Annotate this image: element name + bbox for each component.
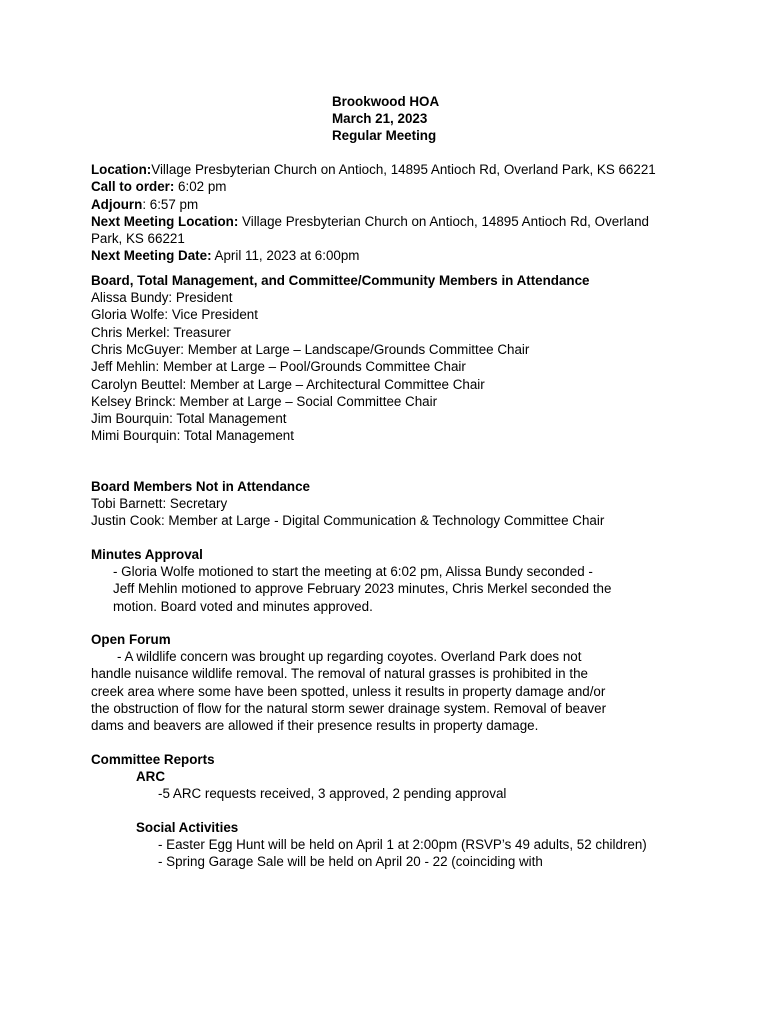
- next-date-value: April 11, 2023 at 6:00pm: [211, 248, 360, 264]
- attendee-item: Chris Merkel: Treasurer: [91, 324, 231, 340]
- next-location-value: Village Presbyterian Church on Antioch, 14895 Antioch Rd, Overland Park, KS 66221: [91, 213, 649, 247]
- social-title: Social Activities: [136, 819, 239, 835]
- attendee-item: Mimi Bourquin: Total Management: [91, 428, 294, 444]
- committee-title: Committee Reports: [91, 751, 215, 767]
- minutes-line: Jeff Mehlin motioned to approve February 2023 minutes, Chris Merkel seconded the: [113, 581, 612, 597]
- attendance-title: Board, Total Management, and Committee/Community Members in Attendance: [91, 272, 590, 288]
- absent-item: Justin Cook: Member at Large - Digital Communication & Technology Committee Chair: [91, 513, 605, 529]
- attendee-item: Gloria Wolfe: Vice President: [91, 307, 258, 323]
- attendee-item: Chris McGuyer: Member at Large – Landscape/Grounds Committee Chair: [91, 341, 530, 357]
- next-date-line: [91, 247, 691, 264]
- call-to-order-line: [91, 178, 691, 195]
- adjourn-value: : 6:57 pm: [142, 196, 199, 212]
- document-body: [91, 161, 691, 870]
- attendee-item: Alissa Bundy: President: [91, 290, 233, 306]
- minutes-line: motion. Board voted and minutes approved.: [113, 598, 373, 614]
- attendee-item: Jeff Mehlin: Member at Large – Pool/Grounds Committee Chair: [91, 359, 466, 375]
- absent-item: Tobi Barnett: Secretary: [91, 496, 228, 512]
- social-item: - Spring Garage Sale will be held on April 20 - 22 (coinciding with: [158, 854, 543, 870]
- meeting-type: Regular Meeting: [332, 128, 437, 143]
- forum-line: handle nuisance wildlife removal. The removal of natural grasses is prohibited in the: [91, 666, 588, 682]
- call-to-order-value: 6:02 pm: [174, 179, 227, 195]
- absent-title: Board Members Not in Attendance: [91, 478, 310, 494]
- org-name: Brookwood HOA: [332, 94, 440, 109]
- location-line: [91, 161, 691, 178]
- next-date-label: Next Meeting Date:: [91, 248, 212, 264]
- absent-list: [91, 495, 691, 530]
- forum-body: [91, 648, 691, 734]
- minutes-line: - Gloria Wolfe motioned to start the meeting at 6:02 pm, Alissa Bundy seconded -: [113, 563, 593, 579]
- meeting-date: March 21, 2023: [332, 111, 428, 126]
- forum-line: dams and beavers are allowed if their presence results in property damage.: [91, 718, 539, 734]
- social-item: - Easter Egg Hunt will be held on April 1 at 2:00pm (RSVP’s 49 adults, 52 children): [158, 836, 647, 852]
- forum-title: Open Forum: [91, 631, 171, 647]
- forum-line: creek area where some have been spotted, unless it results in property damage and/or: [91, 683, 606, 699]
- attendee-item: Kelsey Brinck: Member at Large – Social Committee Chair: [91, 393, 438, 409]
- document-header: [332, 93, 439, 144]
- minutes-body: [91, 563, 691, 615]
- arc-item: -5 ARC requests received, 3 approved, 2 pending approval: [158, 786, 507, 802]
- location-label: Location:: [91, 162, 152, 177]
- forum-line: the obstruction of flow for the natural storm sewer drainage system. Removal of beaver: [91, 701, 607, 717]
- adjourn-line: [91, 196, 691, 213]
- next-location-label: Next Meeting Location:: [91, 213, 239, 229]
- call-to-order-label: Call to order:: [91, 179, 175, 195]
- location-value: Village Presbyterian Church on Antioch, 14895 Antioch Rd, Overland Park, KS 66221: [151, 162, 656, 177]
- arc-title: ARC: [136, 768, 166, 784]
- attendee-item: Jim Bourquin: Total Management: [91, 411, 287, 427]
- attendance-list: [91, 289, 691, 445]
- attendee-item: Carolyn Beuttel: Member at Large – Architectural Committee Chair: [91, 376, 485, 392]
- forum-line: - A wildlife concern was brought up regarding coyotes. Overland Park does not: [117, 649, 582, 665]
- next-location-line: [91, 213, 681, 248]
- adjourn-label: Adjourn: [91, 196, 143, 212]
- minutes-title: Minutes Approval: [91, 546, 203, 562]
